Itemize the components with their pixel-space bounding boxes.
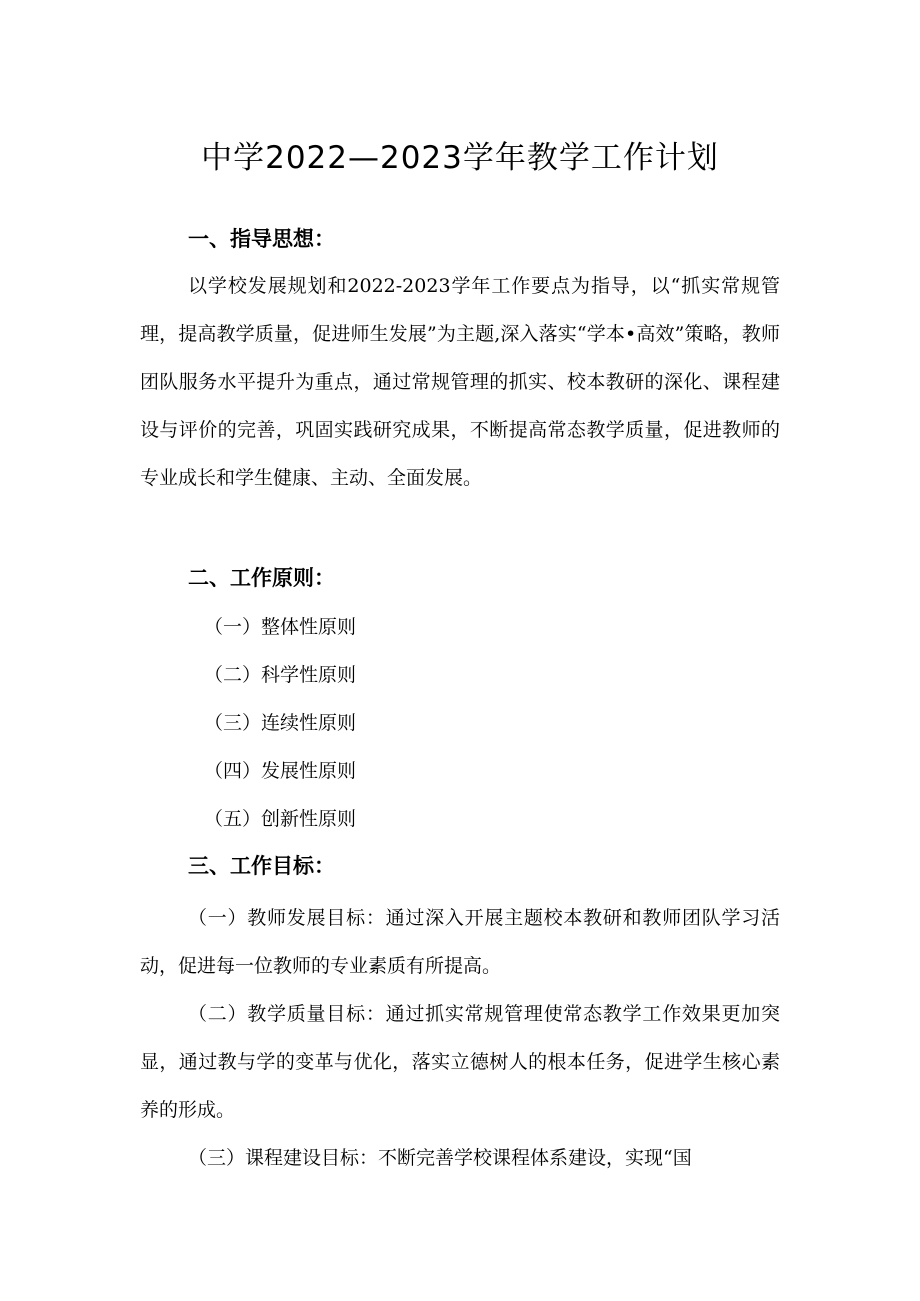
section-heading-goals: 三、工作目标： <box>188 854 335 878</box>
goal-paragraph-teaching-quality: （二）教学质量目标：通过抓实常规管理使常态教学工作效果更加突显，通过教与学的变革与优化，落实立德树人的根本任务，促进学生核心素养的形成。 <box>140 1003 780 1121</box>
principle-item: （四）发展性原则 <box>204 760 357 782</box>
principle-item: （三）连续性原则 <box>204 712 357 734</box>
section-heading-guiding-thought: 一、指导思想： <box>188 227 335 251</box>
guiding-thought-paragraph: 以学校发展规划和2022-2023学年工作要点为指导，以“抓实常规管理，提高教学质量，促进师生发展”为主题,深入落实“学本•高效”策略，教师团队服务水平提升为重点，通过常规管理的抓实、校本教研的深化、课程建设与评价的完善，巩固实践研究成果，不断提高常态教学质量，促进教师的专业成长和学生健康、主动、全面发展。 <box>140 275 780 489</box>
goal-paragraph-teacher-development: （一）教师发展目标：通过深入开展主题校本教研和教师团队学习活动，促进每一位教师的专业素质有所提高。 <box>140 907 780 977</box>
principle-item: （一）整体性原则 <box>204 616 357 638</box>
document-title: 中学2022—2023学年教学工作计划 <box>201 140 719 176</box>
principle-item: （五）创新性原则 <box>204 808 357 830</box>
goal-paragraph-curriculum: （三）课程建设目标：不断完善学校课程体系建设，实现“国 <box>188 1147 692 1169</box>
principle-item: （二）科学性原则 <box>204 664 357 686</box>
section-heading-principles: 二、工作原则： <box>188 566 335 590</box>
